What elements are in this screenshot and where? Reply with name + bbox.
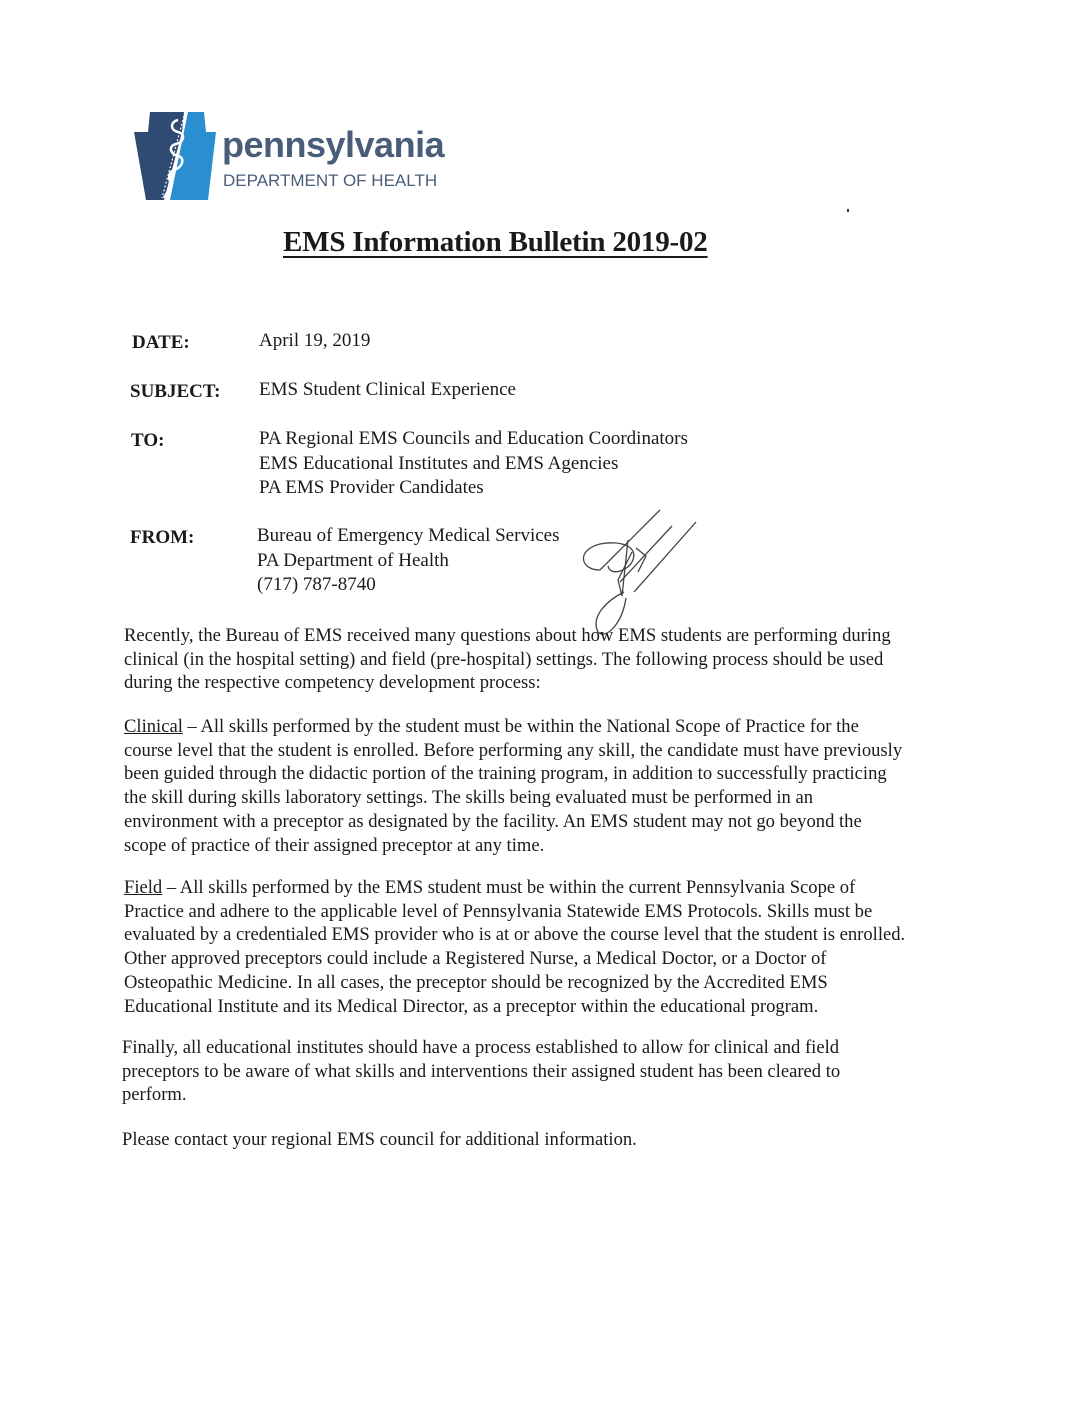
- text-line: during the respective competency development process:: [124, 672, 541, 694]
- scan-speck: [847, 209, 849, 212]
- logo-subtitle: DEPARTMENT OF HEALTH: [223, 171, 438, 190]
- clinical-heading: Clinical: [124, 716, 183, 737]
- clinical-paragraph: [124, 715, 959, 857]
- text-line: preceptors to be aware of what skills and interventions their assigned student has been cleared to: [122, 1060, 841, 1082]
- to-recipients: [259, 427, 688, 501]
- from-line: (717) 787-8740: [257, 574, 376, 595]
- from-label: FROM:: [130, 527, 195, 548]
- keystone-caduceus-icon: [134, 110, 224, 202]
- from-line: Bureau of Emergency Medical Services: [257, 525, 560, 546]
- text-line: Recently, the Bureau of EMS received many questions about how EMS students are performing during: [124, 625, 891, 646]
- text-line: perform.: [122, 1084, 187, 1106]
- date-value: April 19, 2019: [259, 330, 371, 351]
- text-line: the skill during skills laboratory settings. The skills being evaluated must be performed in an: [124, 787, 814, 809]
- text-line: – All skills performed by the EMS student must be within the current Pennsylvania Scope of: [162, 877, 856, 898]
- date-label: DATE:: [132, 332, 190, 353]
- field-paragraph: [124, 876, 959, 1018]
- from-line: PA Department of Health: [257, 549, 449, 571]
- text-line: scope of practice of their assigned preceptor at any time.: [124, 834, 545, 856]
- from-sender: [257, 524, 559, 598]
- intro-paragraph: [124, 624, 959, 695]
- to-label: TO:: [131, 430, 165, 451]
- signature-icon: [560, 500, 720, 640]
- to-line: PA Regional EMS Councils and Education Coordinators: [259, 428, 688, 449]
- text-line: evaluated by a credentialed EMS provider who is at or above the course level that the student is enrolled.: [124, 924, 906, 946]
- subject-value: EMS Student Clinical Experience: [259, 379, 516, 400]
- text-line: course level that the student is enrolled. Before performing any skill, the candidate must have previously: [124, 739, 903, 761]
- text-line: – All skills performed by the student must be within the National Scope of Practice for the: [182, 716, 859, 737]
- text-line: Osteopathic Medicine. In all cases, the preceptor should be recognized by the Accredited EMS: [124, 971, 828, 993]
- text-line: clinical (in the hospital setting) and field (pre-hospital) settings. The following process should be used: [124, 648, 884, 670]
- text-line: been guided through the didactic portion of the training program, in addition to successfully practicing: [124, 763, 887, 785]
- logo-wordmark: pennsylvania: [222, 124, 445, 165]
- to-line: EMS Educational Institutes and EMS Agencies: [259, 452, 619, 474]
- text-line: environment with a preceptor as designated by the facility. An EMS student may not go beyond the: [124, 810, 862, 832]
- text-line: Finally, all educational institutes should have a process established to allow for clinical and field: [122, 1037, 840, 1058]
- field-heading: Field: [124, 877, 163, 898]
- text-line: Educational Institute and its Medical Director, as a preceptor within the educational program.: [124, 995, 819, 1017]
- bulletin-title: EMS Information Bulletin 2019-02: [283, 226, 708, 258]
- text-line: Practice and adhere to the applicable level of Pennsylvania Statewide EMS Protocols. Skills must be: [124, 900, 873, 922]
- text-line: Please contact your regional EMS council for additional information.: [122, 1129, 637, 1150]
- to-line: PA EMS Provider Candidates: [259, 477, 484, 498]
- closing-paragraph: [122, 1128, 957, 1152]
- subject-label: SUBJECT:: [130, 381, 221, 402]
- finally-paragraph: [122, 1036, 957, 1107]
- text-line: Other approved preceptors could include a Registered Nurse, a Medical Doctor, or a Doctor of: [124, 948, 827, 970]
